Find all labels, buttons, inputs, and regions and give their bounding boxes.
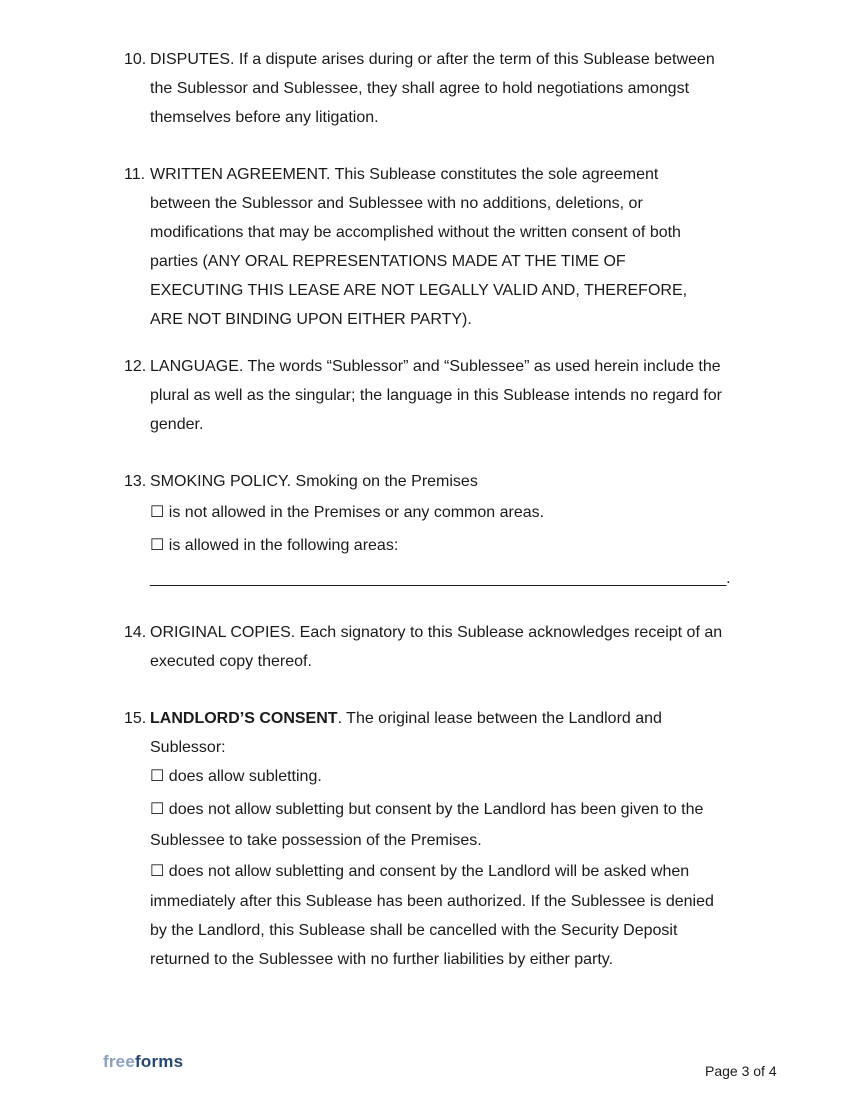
fill-in-blank-line[interactable]: ___________________________________________________________________. — [150, 570, 731, 587]
smoking-option-allowed — [150, 529, 754, 562]
section-text-line: DISPUTES. If a dispute arises during or after the term of this Sublease between — [150, 51, 715, 68]
option-label-continued: returned to the Sublessee with no further liabilities by either party. — [150, 951, 614, 968]
option-label: is allowed in the following areas: — [168, 537, 399, 554]
option-label: is not allowed in the Premises or any common areas. — [168, 504, 545, 521]
page-number: Page 3 of 4 — [705, 1063, 777, 1079]
section-text-line: plural as well as the singular; the language in this Sublease intends no regard for — [150, 387, 722, 404]
option-label: does not allow subletting but consent by the Landlord has been given to the — [168, 801, 704, 818]
section-heading-bold: LANDLORD’S CONSENT — [150, 710, 338, 727]
section-text-line: ARE NOT BINDING UPON EITHER PARTY). — [150, 311, 472, 328]
section-number: 14. — [124, 624, 147, 641]
section-text-line: between the Sublessor and Sublessee with no additions, deletions, or — [150, 195, 643, 212]
logo-free-text: free — [103, 1052, 135, 1071]
section-number: 13. — [124, 473, 147, 490]
checkbox[interactable]: ☐ — [150, 537, 165, 554]
option-label: does not allow subletting and consent by the Landlord will be asked when — [168, 863, 690, 880]
section-number: 12. — [124, 358, 147, 375]
section-text-line: EXECUTING THIS LEASE ARE NOT LEGALLY VALID AND, THEREFORE, — [150, 282, 688, 299]
section-heading — [150, 704, 754, 733]
section-text-line: parties (ANY ORAL REPRESENTATIONS MADE AT THE TIME OF — [150, 253, 626, 270]
section-text-line: WRITTEN AGREEMENT. This Sublease constitutes the sole agreement — [150, 166, 659, 183]
section-heading-line2: Sublessor: — [150, 739, 226, 756]
consent-option-given — [150, 794, 754, 825]
option-label-continued: immediately after this Sublease has been authorized. If the Sublessee is denied — [150, 893, 714, 910]
section-heading: SMOKING POLICY. Smoking on the Premises — [150, 473, 478, 490]
consent-option-allows — [150, 762, 754, 794]
checkbox[interactable]: ☐ — [150, 768, 165, 785]
section-text-line: the Sublessor and Sublessee, they shall agree to hold negotiations amongst — [150, 80, 690, 97]
checkbox[interactable]: ☐ — [150, 863, 165, 880]
logo-forms-text: forms — [135, 1052, 184, 1071]
section-heading-rest: . The original lease between the Landlord and — [337, 710, 662, 727]
section-number: 15. — [124, 710, 147, 727]
section-text-line: executed copy thereof. — [150, 653, 312, 670]
option-label: does allow subletting. — [168, 768, 322, 785]
option-label-continued: by the Landlord, this Sublease shall be cancelled with the Security Deposit — [150, 922, 678, 939]
option-label-continued: Sublessee to take possession of the Premises. — [150, 832, 482, 849]
section-text-line: themselves before any litigation. — [150, 109, 379, 126]
consent-option-will-ask — [150, 856, 754, 887]
section-number: 10. — [124, 51, 147, 68]
section-text-line: ORIGINAL COPIES. Each signatory to this Sublease acknowledges receipt of an — [150, 624, 723, 641]
section-text-line: LANGUAGE. The words “Sublessor” and “Sublessee” as used herein include the — [150, 358, 721, 375]
checkbox[interactable]: ☐ — [150, 504, 165, 521]
checkbox[interactable]: ☐ — [150, 801, 165, 818]
freeforms-logo — [103, 1052, 183, 1072]
section-number: 11. — [124, 166, 146, 183]
section-text-line: gender. — [150, 416, 204, 433]
section-text-line: modifications that may be accomplished without the written consent of both — [150, 224, 681, 241]
smoking-option-not-allowed — [150, 496, 754, 529]
